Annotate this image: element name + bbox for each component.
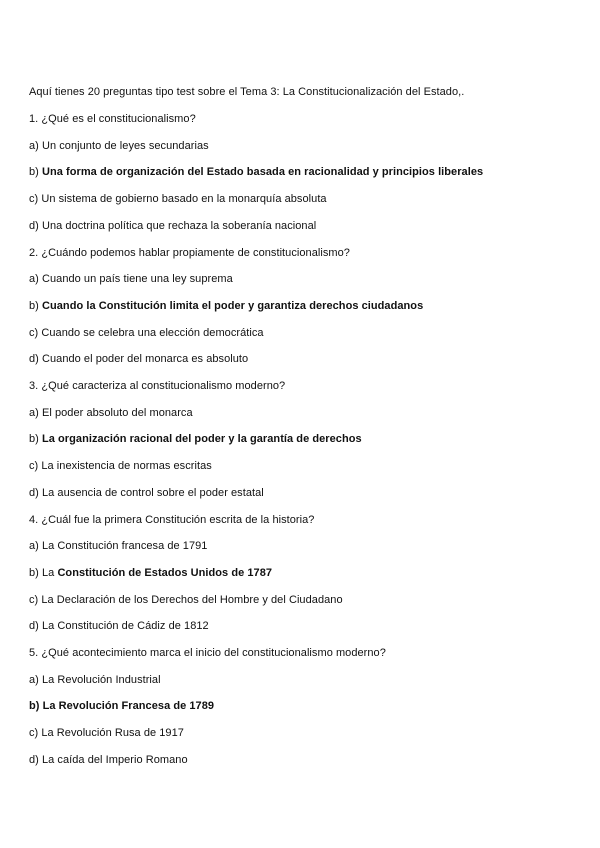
q4-option-c: c) La Declaración de los Derechos del Hombre y del Ciudadano: [29, 594, 343, 606]
question-4: 4. ¿Cuál fue la primera Constitución escrita de la historia?: [29, 514, 315, 526]
q4-option-b-answer: Constitución de Estados Unidos de 1787: [57, 567, 273, 579]
q3-option-a: a) El poder absoluto del monarca: [29, 407, 193, 419]
q4-option-a: a) La Constitución francesa de 1791: [29, 540, 208, 552]
q4-option-d: d) La Constitución de Cádiz de 1812: [29, 620, 209, 632]
question-2: 2. ¿Cuándo podemos hablar propiamente de constitucionalismo?: [29, 247, 350, 259]
q5-option-b: b) La Revolución Francesa de 1789: [29, 700, 215, 712]
q2-option-a: a) Cuando un país tiene una ley suprema: [29, 273, 233, 285]
q2-option-c: c) Cuando se celebra una elección democrática: [29, 327, 264, 339]
q2-option-b-answer: Cuando la Constitución limita el poder y garantiza derechos ciudadanos: [42, 300, 424, 312]
q2-option-b: [29, 299, 423, 313]
q1-option-b-prefix: b): [29, 166, 42, 178]
q3-option-b-answer: La organización racional del poder y la garantía de derechos: [42, 433, 362, 445]
q4-option-b: [29, 566, 272, 580]
q2-option-d: d) Cuando el poder del monarca es absoluto: [29, 353, 249, 365]
q1-option-b-answer: Una forma de organización del Estado basada en racionalidad y principios liberales: [42, 166, 484, 178]
q3-option-d: d) La ausencia de control sobre el poder estatal: [29, 487, 264, 499]
q1-option-d: d) Una doctrina política que rechaza la soberanía nacional: [29, 220, 317, 232]
intro-text: Aquí tienes 20 preguntas tipo test sobre el Tema 3: La Constitucionalización del Estado,.: [29, 86, 465, 98]
q3-option-b: [29, 432, 362, 446]
q4-option-b-prefix: b) La: [29, 567, 58, 579]
q2-option-b-prefix: b): [29, 300, 42, 312]
question-3: 3. ¿Qué caracteriza al constitucionalismo moderno?: [29, 380, 286, 392]
q1-option-c: c) Un sistema de gobierno basado en la monarquía absoluta: [29, 193, 327, 205]
q5-option-c: c) La Revolución Rusa de 1917: [29, 727, 184, 739]
q1-option-a: a) Un conjunto de leyes secundarias: [29, 140, 209, 152]
q3-option-c: c) La inexistencia de normas escritas: [29, 460, 212, 472]
question-5: 5. ¿Qué acontecimiento marca el inicio del constitucionalismo moderno?: [29, 647, 386, 659]
q3-option-b-prefix: b): [29, 433, 42, 445]
question-1: 1. ¿Qué es el constitucionalismo?: [29, 113, 196, 125]
q5-option-d: d) La caída del Imperio Romano: [29, 754, 188, 766]
q1-option-b: [29, 165, 483, 179]
q5-option-a: a) La Revolución Industrial: [29, 674, 161, 686]
